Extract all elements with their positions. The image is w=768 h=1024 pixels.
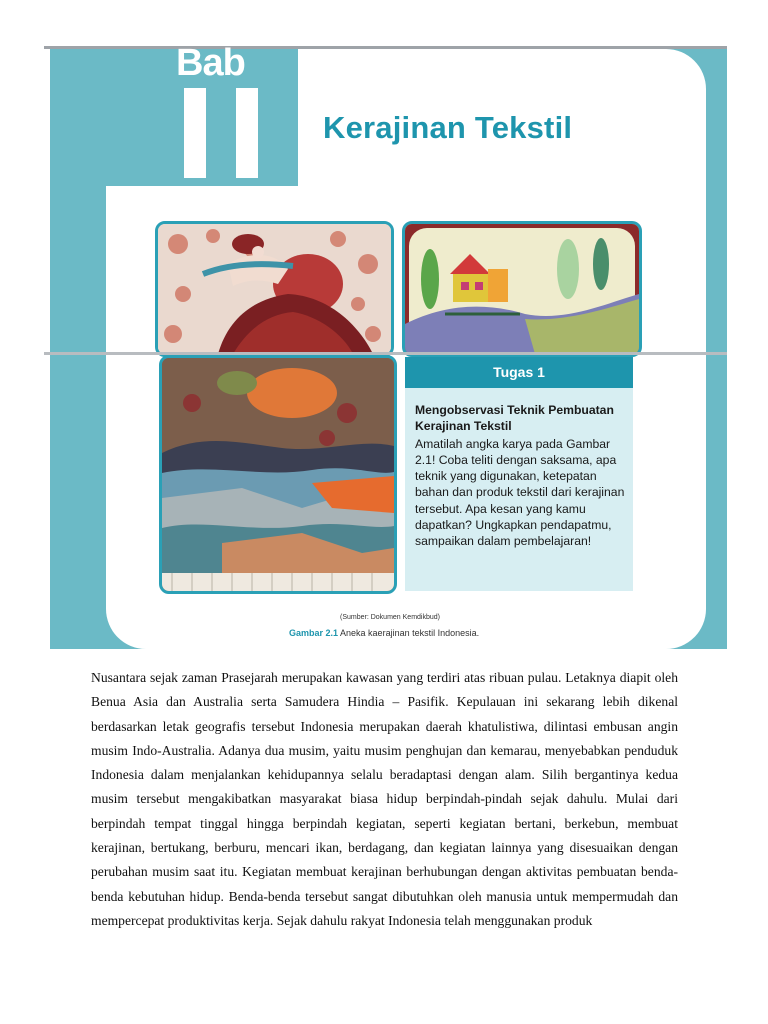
- chapter-title: Kerajinan Tekstil: [323, 110, 573, 145]
- chapter-number-graphic: [182, 88, 262, 178]
- figure-caption: [289, 628, 479, 638]
- scan-divider-line: [44, 352, 727, 355]
- chapter-word: Bab: [176, 42, 245, 84]
- task-instructions: Amatilah angka karya pada Gambar 2.1! Coba teliti dengan saksama, apa teknik yang digunakan, ketepatan bahan dan produk tekstil dari kerajinan tersebut. Apa kesan yang kamu dapatkan? Ungkapkan pendapatmu, sampaikan dalam pembelajaran!: [415, 436, 625, 549]
- figure-source: (Sumber: Dokumen Kemdikbud): [340, 614, 440, 621]
- task-box: [405, 388, 633, 591]
- pillow-image: [402, 221, 642, 357]
- figure-caption-label: Gambar 2.1: [289, 628, 339, 638]
- figure-caption-text: Aneka kaerajinan tekstil Indonesia.: [338, 628, 480, 638]
- task-title: Mengobservasi Teknik Pembuatan Kerajinan Tekstil: [415, 403, 614, 434]
- task-heading: Tugas 1: [405, 357, 633, 388]
- tapestry-image: [159, 355, 397, 594]
- body-paragraph: Nusantara sejak zaman Prasejarah merupakan kawasan yang terdiri atas ribuan pulau. Letaknya diapit oleh Benua Asia dan Australia serta Samudera Hindia – Pasifik. Kepulauan ini sekarang lebih dikenal berdasarkan letak geografis tersebut Indonesia merupakan daerah khatulistiwa, dilintasi embusan angin musim Indo-Australia. Adanya dua musim, yaitu musim penghujan dan kemarau, menyebabkan penduduk Indonesia dalam menjalankan kehidupannya selalu beradaptasi dengan alam. Silih bergantinya kedua musim tersebut mengakibatkan masyarakat biasa hidup berpindah-pindah sejak dahulu. Mulai dari berpindah tempat tinggal hingga berpindah kegiatan, seperti kegiatan bertani, berkebun, membuat kerajinan, bertukang, berburu, mencari ikan, berdagang, dan kegiatan lainnya yang disesuaikan dengan perubahan musim saat itu. Kegiatan membuat kerajinan berhubungan dengan aktivitas pembuatan benda-benda kebutuhan hidup. Benda-benda tersebut sangat dibutuhkan oleh manusia untuk mempermudah dan mempercepat produktivitas kerja. Sejak dahulu rakyat Indonesia telah menggunakan produk: [91, 670, 678, 928]
- textile-painting-image: [155, 221, 394, 357]
